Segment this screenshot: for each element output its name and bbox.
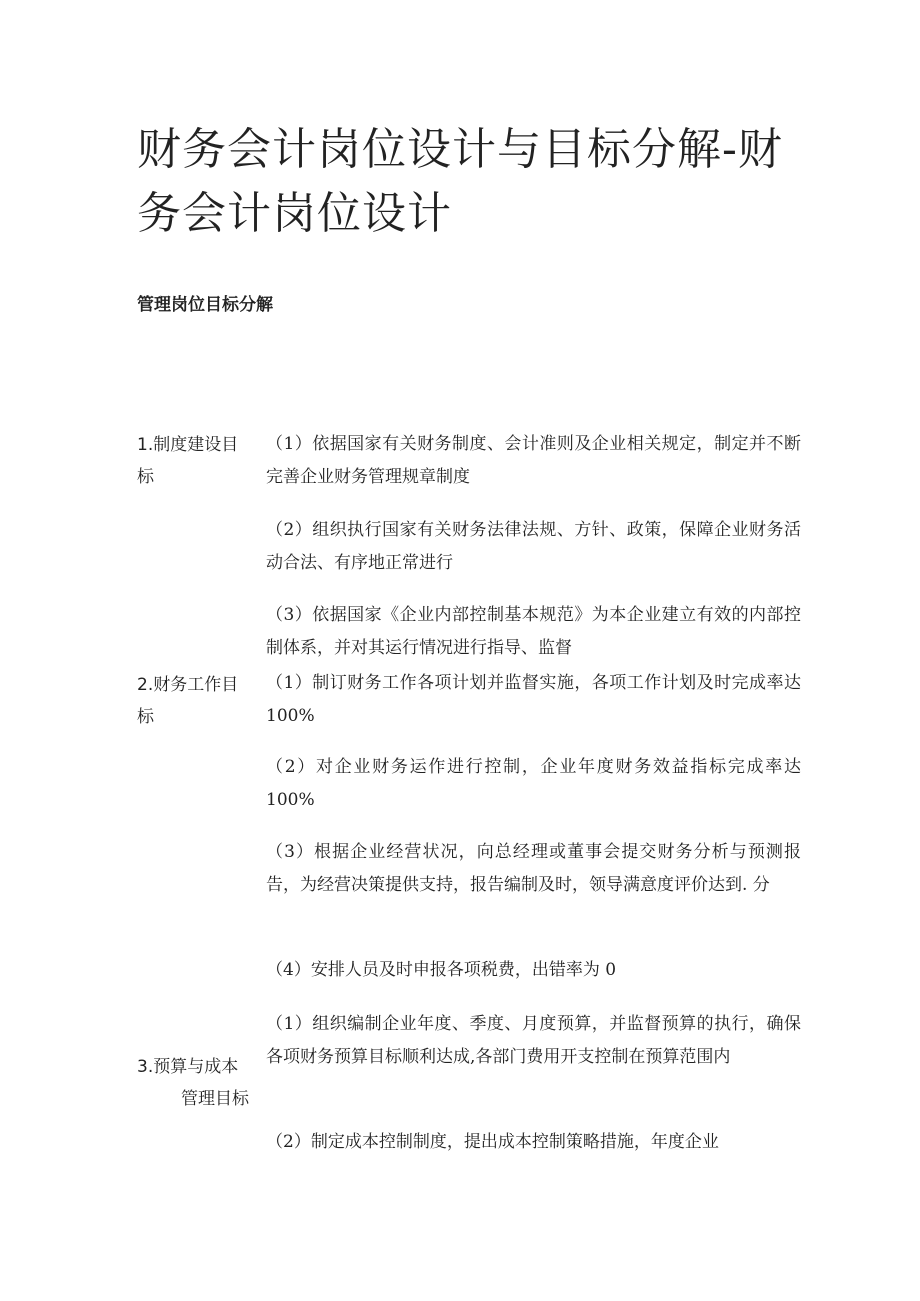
- list-item: （2）对企业财务运作进行控制，企业年度财务效益指标完成率达 100%: [266, 757, 801, 810]
- list-item: （3）依据国家《企业内部控制基本规范》为本企业建立有效的内部控制体系，并对其运行情况进行指导、监督: [266, 605, 801, 658]
- list-item: （2）组织执行国家有关财务法律法规、方针、政策，保障企业财务活动合法、有序地正常进行: [266, 520, 801, 573]
- list-item: （1）组织编制企业年度、季度、月度预算，并监督预算的执行，确保各项财务预算目标顺利达成,各部门费用开支控制在预算范围内: [266, 1014, 801, 1067]
- section-label-system-building: 1.制度建设目标: [137, 435, 239, 487]
- list-item: （2）制定成本控制制度，提出成本控制策略措施，年度企业: [266, 1132, 719, 1152]
- section-heading: 管理岗位目标分解: [137, 295, 273, 315]
- section-label-budget-cost: [137, 1051, 249, 1115]
- section-label-line: 3.预算与成本: [137, 1057, 239, 1077]
- section-label-line: 管理目标: [181, 1089, 249, 1109]
- list-item: （1）依据国家有关财务制度、会计准则及企业相关规定，制定并不断完善企业财务管理规章制度: [266, 434, 801, 487]
- list-item: （4）安排人员及时申报各项税费，出错率为 0: [266, 960, 617, 980]
- section-label-finance-work: 2.财务工作目标: [137, 675, 239, 727]
- list-item: （1）制订财务工作各项计划并监督实施，各项工作计划及时完成率达 100%: [266, 673, 801, 726]
- list-item: （3）根据企业经营状况，向总经理或董事会提交财务分析与预测报告，为经营决策提供支持，报告编制及时，领导满意度评价达到. 分: [266, 842, 801, 895]
- document-title: 财务会计岗位设计与目标分解-财务会计岗位设计: [137, 124, 783, 239]
